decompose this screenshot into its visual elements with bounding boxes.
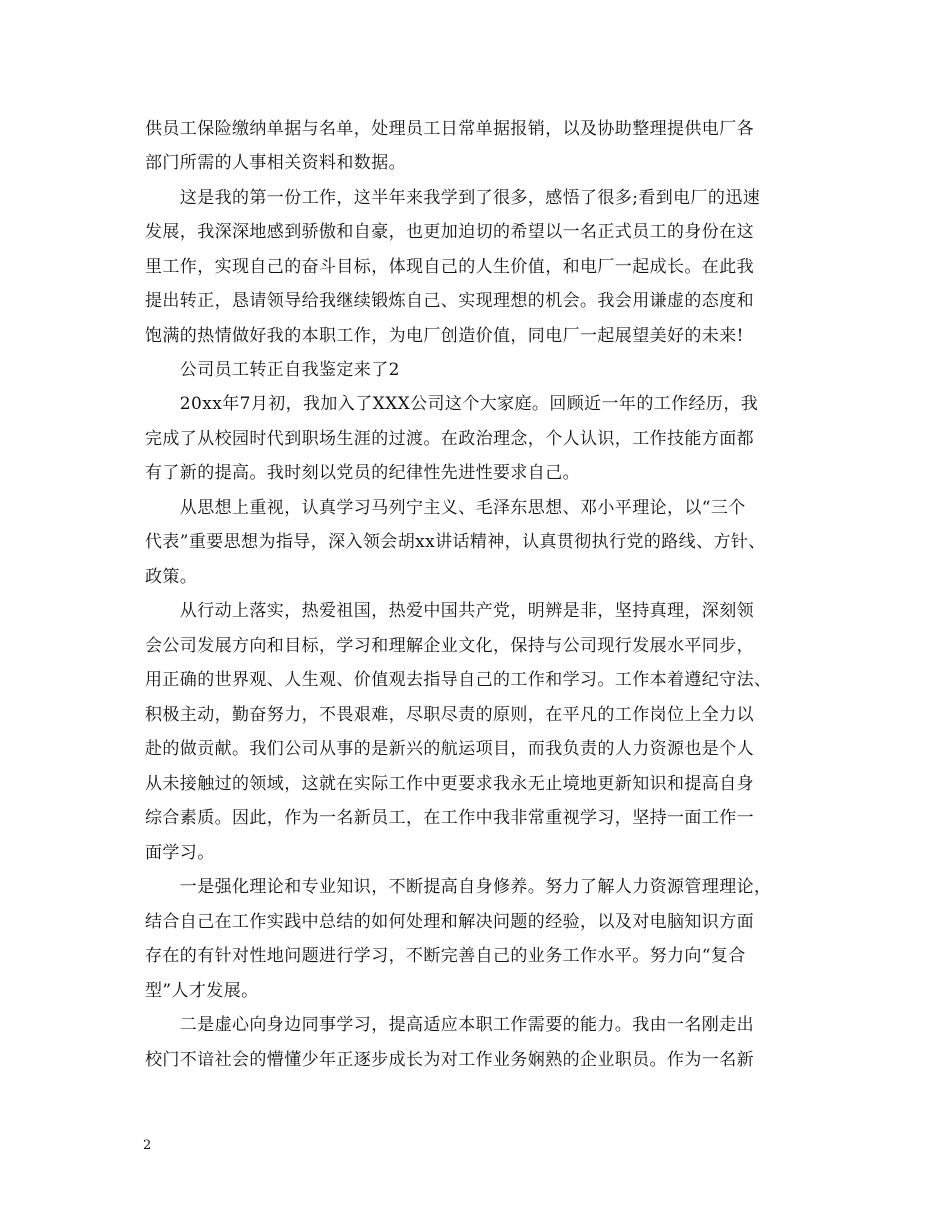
- text-line: 会公司发展方向和目标，学习和理解企业文化，保持与公司现行发展水平同步，: [145, 636, 754, 656]
- page-number: 2: [143, 1138, 152, 1153]
- text-line: 饱满的热情做好我的本职工作，为电厂创造价值，同电厂一起展望美好的未来!: [145, 326, 744, 346]
- section-heading: 公司员工转正自我鉴定来了2: [145, 360, 400, 380]
- text-line: 里工作，实现自己的奋斗目标，体现自己的人生价值，和电厂一起成长。在此我: [145, 257, 754, 277]
- text-line: 从行动上落实，热爱祖国，热爱中国共产党，明辨是非，坚持真理，深刻领: [145, 601, 754, 621]
- text-line: 这是我的第一份工作，这半年来我学到了很多，感悟了很多;看到电厂的迅速: [145, 188, 761, 208]
- text-line: 面学习。: [145, 843, 215, 863]
- text-line: 用正确的世界观、人生观、价值观去指导自己的工作和学习。工作本着遵纪守法、: [145, 670, 772, 690]
- text-line: 完成了从校园时代到职场生涯的过渡。在政治理念，个人认识，工作技能方面都: [145, 429, 754, 449]
- text-line: 积极主动，勤奋努力，不畏艰难，尽职尽责的原则，在平凡的工作岗位上全力以: [145, 705, 754, 725]
- text-line: 结合自己在工作实践中总结的如何处理和解决问题的经验，以及对电脑知识方面: [145, 912, 754, 932]
- text-line: 型”人才发展。: [145, 981, 259, 1001]
- text-line: 提出转正，恳请领导给我继续锻炼自己、实现理想的机会。我会用谦虚的态度和: [145, 291, 754, 311]
- text-line: 部门所需的人事相关资料和数据。: [145, 153, 406, 173]
- text-line: 赴的做贡献。我们公司从事的是新兴的航运项目，而我负责的人力资源也是个人: [145, 739, 754, 759]
- text-line: 政策。: [145, 567, 198, 587]
- text-line: 发展，我深深地感到骄傲和自豪，也更加迫切的希望以一名正式员工的身份在这: [145, 222, 754, 242]
- text-line: 存在的有针对性地问题进行学习，不断完善自己的业务工作水平。努力向“复合: [145, 946, 746, 966]
- text-line: 从未接触过的领域，这就在实际工作中更要求我永无止境地更新知识和提高自身: [145, 774, 754, 794]
- text-line: 一是强化理论和专业知识，不断提高自身修养。努力了解人力资源管理理论，: [145, 877, 772, 897]
- text-line: 供员工保险缴纳单据与名单，处理员工日常单据报销，以及协助整理提供电厂各: [145, 119, 754, 139]
- text-line: 代表”重要思想为指导，深入领会胡xx讲话精神，认真贯彻执行党的路线、方针、: [145, 532, 766, 552]
- text-line: 从思想上重视，认真学习马列宁主义、毛泽东思想、邓小平理论，以“三个: [145, 498, 746, 518]
- text-line: 有了新的提高。我时刻以党员的纪律性先进性要求自己。: [145, 463, 580, 483]
- text-line: 校门不谙社会的懵懂少年正逐步成长为对工作业务娴熟的企业职员。作为一名新: [145, 1050, 754, 1070]
- text-line: 综合素质。因此，作为一名新员工，在工作中我非常重视学习，坚持一面工作一: [145, 808, 754, 828]
- text-line: 二是虚心向身边同事学习，提高适应本职工作需要的能力。我由一名刚走出: [145, 1015, 754, 1035]
- text-line: 20xx年7月初，我加入了XXX公司这个大家庭。回顾近一年的工作经历，我: [145, 394, 759, 414]
